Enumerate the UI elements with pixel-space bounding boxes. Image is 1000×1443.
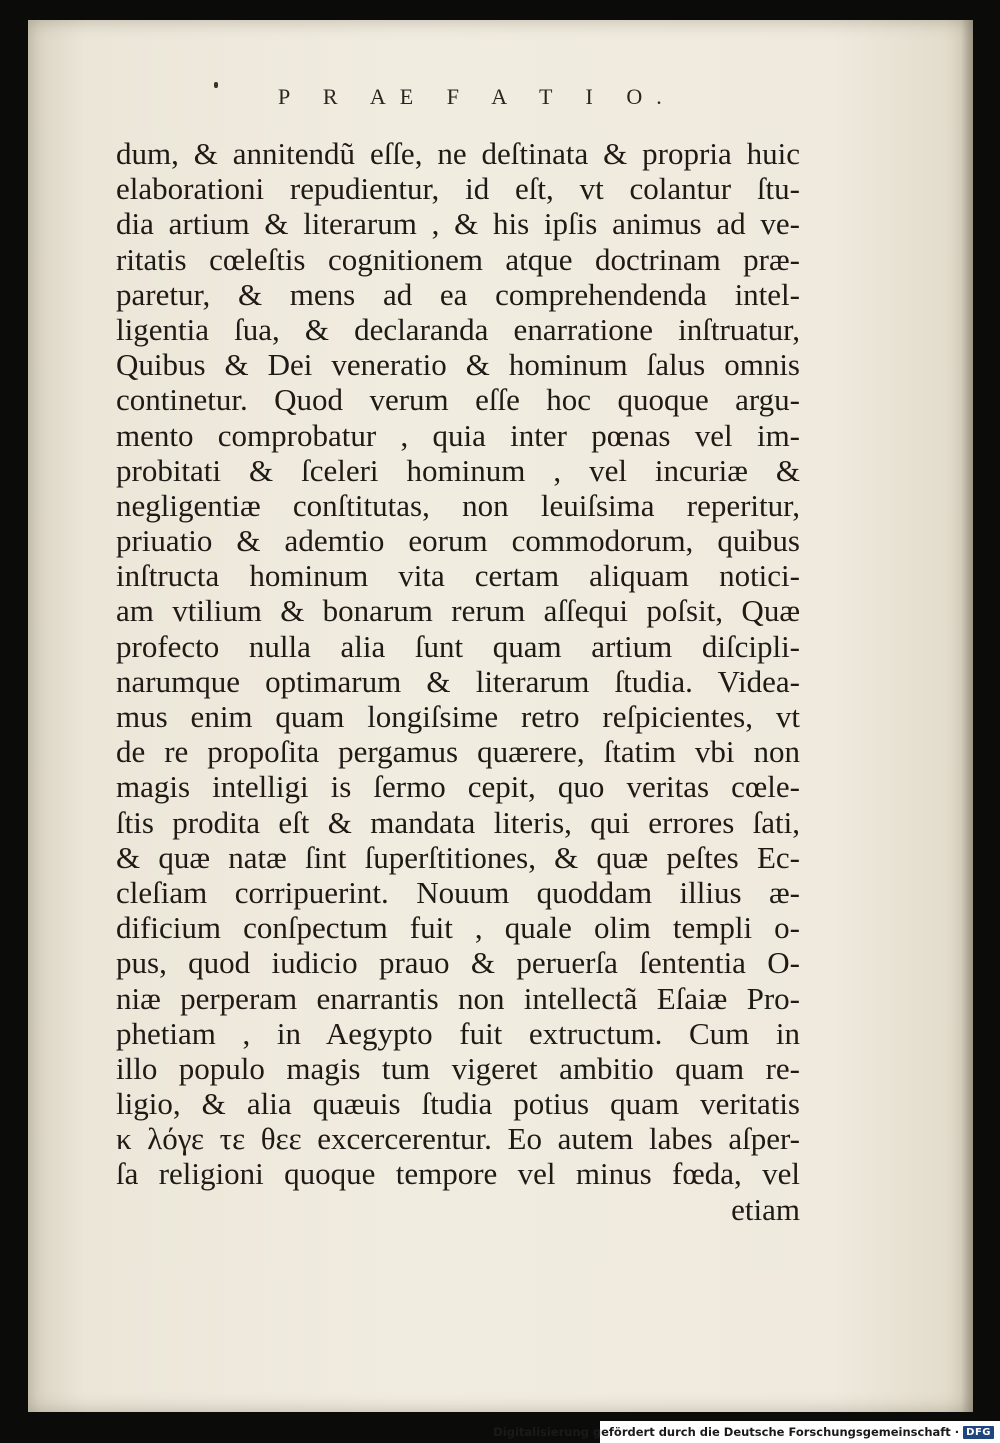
text-line: magis intelligi is ſermo cepit, quo veritas cœle- xyxy=(116,769,800,805)
text-line: de re propoſita pergamus quærere, ſtatim vbi non xyxy=(116,734,800,770)
text-line: & quæ natæ ſint ſuperſtitiones, & quæ peſtes Ec- xyxy=(116,839,800,875)
text-line: elaborationi repudientur, id eſt, vt colantur ſtu- xyxy=(116,171,800,207)
text-line: illo populo magis tum vigeret ambitio quam re- xyxy=(116,1050,800,1086)
text-line: ligentia ſua, & declaranda enarratione inſtruatur, xyxy=(116,311,800,347)
text-line: probitati & ſceleri hominum , vel incuriæ & xyxy=(116,452,800,488)
digitization-credit-bar xyxy=(493,1421,1000,1443)
text-line: dum, & annitendũ eſſe, ne deſtinata & propria huic xyxy=(116,136,800,171)
text-line: Quibus & Dei veneratio & hominum ſalus omnis xyxy=(116,347,800,383)
text-line: continetur. Quod verum eſſe hoc quoque argu- xyxy=(116,382,800,418)
text-line: κ λόγε τε θεε excercerentur. Eo autem labes aſper- xyxy=(116,1121,800,1157)
text-line: cleſiam corripuerint. Nouum quoddam illius æ- xyxy=(116,874,800,910)
running-head: P R AE F A T I O. xyxy=(278,84,676,109)
text-line: priuatio & ademtio eorum commodorum, quibus xyxy=(116,523,800,559)
text-line: inſtructa hominum vita certam aliquam notici- xyxy=(116,558,800,594)
text-line: dia artium & literarum , & his ipſis animus ad ve- xyxy=(116,206,800,242)
text-line: mento comprobatur , quia inter pœnas vel im- xyxy=(116,417,800,453)
ink-speck xyxy=(214,82,218,88)
text-line: paretur, & mens ad ea comprehendenda intel- xyxy=(116,276,800,312)
text-line: mus enim quam longiſsime retro reſpicientes, vt xyxy=(116,699,800,734)
text-line: ſtis prodita eſt & mandata literis, qui errores ſati, xyxy=(116,804,800,840)
text-line: dificium conſpectum fuit , quale olim templi o- xyxy=(116,910,800,946)
text-line: am vtilium & bonarum rerum aſſequi poſsit, Quæ xyxy=(116,593,800,629)
text-line: pus, quod iudicio prauo & peruerſa ſententia O- xyxy=(116,945,800,981)
text-line: niæ perperam enarrantis non intellectã Eſaiæ Pro- xyxy=(116,980,800,1016)
catchword: etiam xyxy=(731,1191,800,1227)
dfg-logo: DFG xyxy=(963,1426,994,1439)
text-line: ſa religioni quoque tempore vel minus fœda, vel xyxy=(116,1156,800,1192)
text-line: negligentiæ conſtitutas, non leuiſsima reperitur, xyxy=(116,487,800,523)
text-line: phetiam , in Aegypto fuit extructum. Cum in xyxy=(116,1015,800,1051)
text-line: ritatis cœleſtis cognitionem atque doctrinam præ- xyxy=(116,241,800,277)
digitization-credit-text: Digitalisierung gefördert durch die Deutsche Forschungsgemeinschaft · xyxy=(493,1425,960,1439)
text-line: narumque optimarum & literarum ſtudia. Videa- xyxy=(116,663,800,699)
text-line: profecto nulla alia ſunt quam artium diſcipli- xyxy=(116,628,800,664)
text-line: ligio, & alia quæuis ſtudia potius quam veritatis xyxy=(116,1086,800,1122)
body-text xyxy=(116,136,800,1227)
book-page xyxy=(28,20,973,1412)
